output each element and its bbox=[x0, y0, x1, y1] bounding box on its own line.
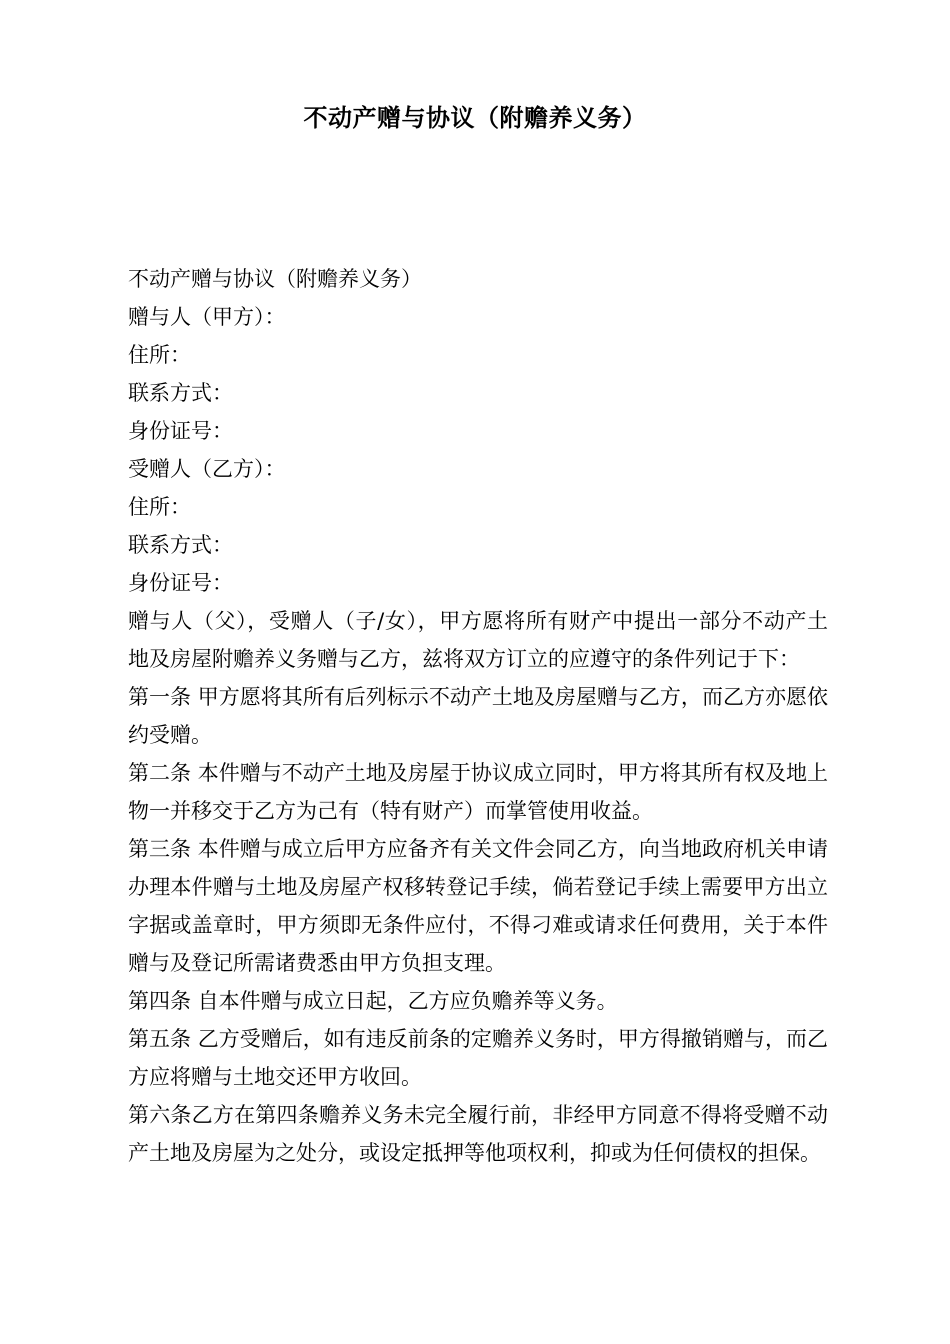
donee-label: 受赠人（乙方）： bbox=[128, 457, 286, 481]
donor-contact-field: 联系方式： bbox=[128, 381, 233, 405]
donor-id-field: 身份证号： bbox=[128, 419, 233, 443]
donee-address-field: 住所： bbox=[128, 495, 191, 519]
article-2: 第二条 本件赠与不动产土地及房屋于协议成立同时，甲方将其所有权及地上物一并移交于乙方为己有（特有财产）而掌管使用收益。 bbox=[128, 761, 828, 823]
donee-contact-field: 联系方式： bbox=[128, 533, 233, 557]
article-3: 第三条 本件赠与成立后甲方应备齐有关文件会同乙方，向当地政府机关申请办理本件赠与土地及房屋产权移转登记手续，倘若登记手续上需要甲方出立字据或盖章时，甲方须即无条件应付，不得刁难或请求任何费用，关于本件赠与及登记所需诸费悉由甲方负担支理。 bbox=[128, 837, 828, 975]
donor-label: 赠与人（甲方）： bbox=[128, 305, 286, 329]
article-1: 第一条 甲方愿将其所有后列标示不动产土地及房屋赠与乙方，而乙方亦愿依约受赠。 bbox=[128, 685, 828, 747]
preamble-paragraph: 赠与人（父），受赠人（子/女），甲方愿将所有财产中提出一部分不动产土地及房屋附赡养义务赠与乙方，兹将双方订立的应遵守的条件列记于下： bbox=[128, 609, 828, 671]
article-6: 第六条乙方在第四条赡养义务未完全履行前，非经甲方同意不得将受赠不动产土地及房屋为之处分，或设定抵押等他项权利，抑或为任何债权的担保。 bbox=[128, 1103, 828, 1165]
document-title: 不动产赠与协议（附赡养义务） bbox=[303, 104, 647, 132]
donee-id-field: 身份证号： bbox=[128, 571, 233, 595]
document-subtitle: 不动产赠与协议（附赡养义务） bbox=[128, 267, 422, 291]
article-5: 第五条 乙方受赠后，如有违反前条的定赡养义务时，甲方得撤销赠与，而乙方应将赠与土地交还甲方收回。 bbox=[128, 1027, 828, 1089]
article-4: 第四条 自本件赠与成立日起，乙方应负赡养等义务。 bbox=[128, 989, 618, 1013]
donor-address-field: 住所： bbox=[128, 343, 191, 367]
document-body bbox=[128, 260, 828, 1172]
